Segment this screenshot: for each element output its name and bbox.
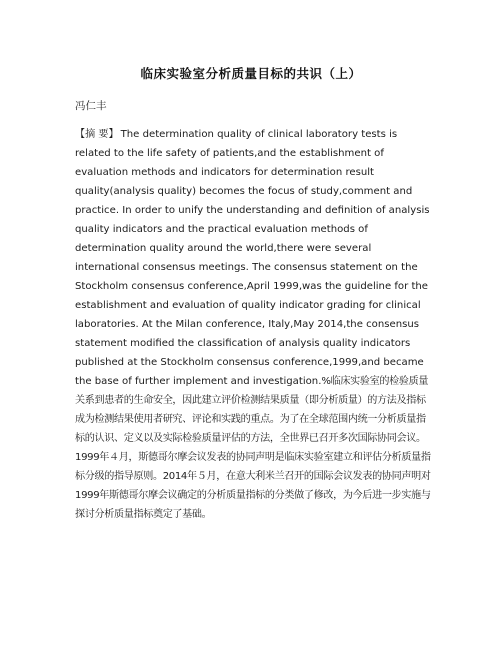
abstract-paragraph (75, 125, 431, 524)
abstract-english-text: The determination quality of clinical laboratory tests is related to the life safety of patients,and the establishment of evaluation methods and indicators for determination result quality(analysis quality) becomes the focus of study,comment and practice. In order to unify the understanding and definition of analysis quality indicators and the practical evaluation methods of determination quality around the world,there were several international consensus meetings. The consensus statement on the Stockholm consensus conference,April 1999,was the guideline for the establishment and evaluation of quality indicator grading for clinical laboratories. At the Milan conference, Italy,May 2014,the consensus statement modified the classification of analysis quality indicators published at the Stockholm consensus conference,1999,and became the base of further implement and investigation. (75, 129, 430, 387)
document-author: 冯仁丰 (75, 100, 107, 112)
abstract-label: 【摘 要】 (75, 129, 119, 140)
abstract-chinese-text: %临床实验室的检验质量关系到患者的生命安全，因此建立评价检测结果质量（即分析质量）的方法及指标成为检测结果使用者研究、评论和实践的重点。为了在全球范围内统一分析质量指标的认识、定义以及实际检验质量评估的方法，全世界已召开多次国际协同会议。1999年４月，斯德哥尔摩会议发表的协同声明是临床实验室建立和评估分析质量指标分级的指导原则。2014年５月，在意大利米兰召开的国际会议发表的协同声明对1999年斯德哥尔摩会议确定的分析质量指标的分类做了修改，为今后进一步实施与探讨分析质量指标奠定了基础。 (75, 376, 431, 520)
document-title: 临床实验室分析质量目标的共识（上） (140, 66, 362, 81)
